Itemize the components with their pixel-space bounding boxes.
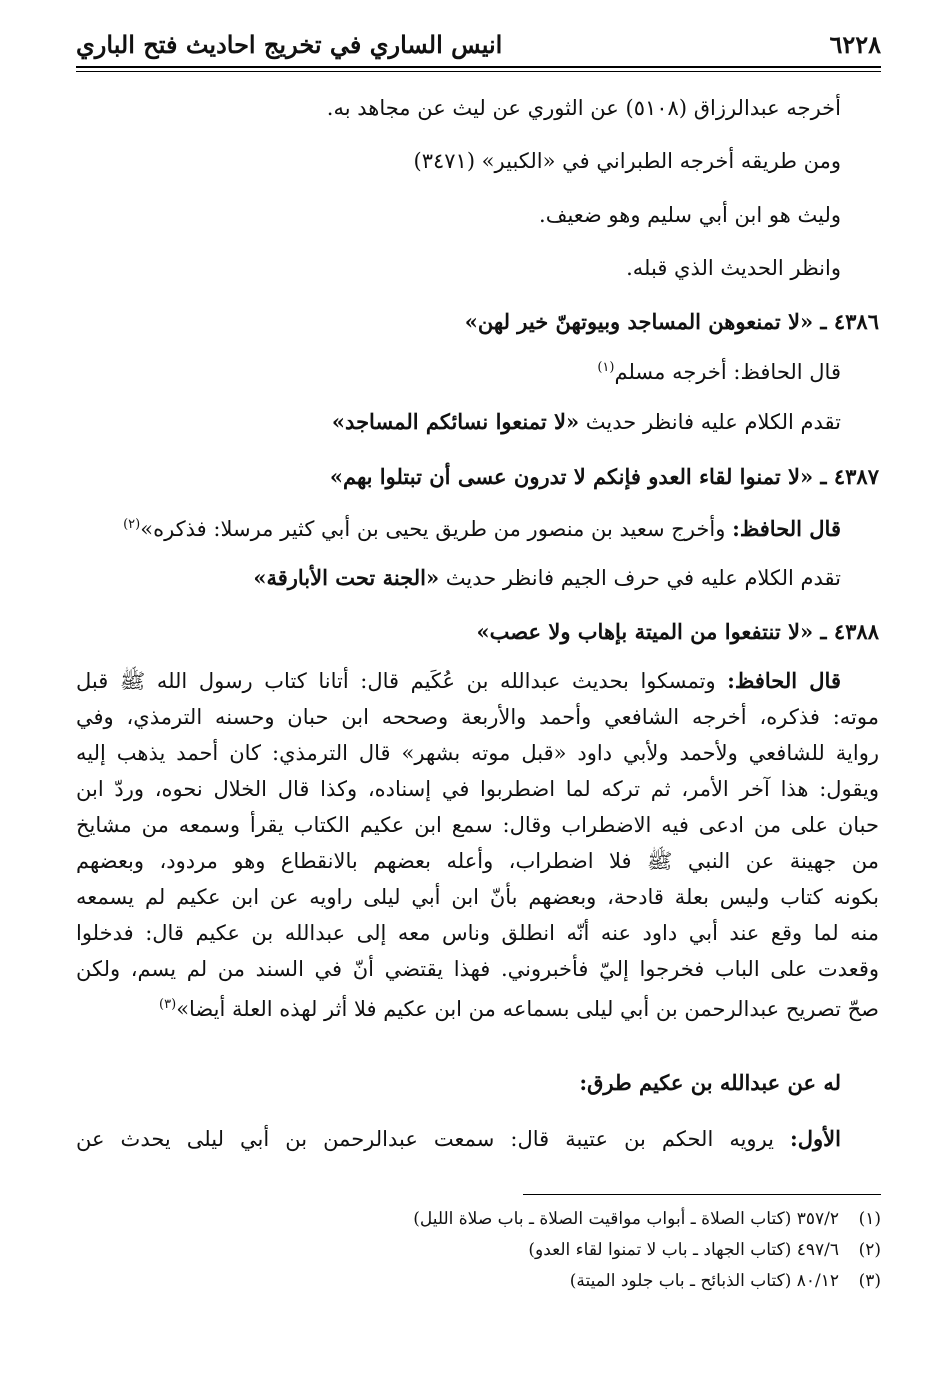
paragraph-line: رواية للشافعي ولأحمد ولأبي داود «قبل موته بشهر» قال الترمذي: كان أحمد يذهب إليه (76, 741, 879, 765)
first-text: يرويه الحكم بن عتيبة قال: سمعت عبدالرحمن بن أبي ليلى يحدث عن (76, 1127, 791, 1151)
footnote-3 (570, 1269, 881, 1293)
text-line (123, 510, 841, 544)
text-line: وليث هو ابن أبي سليم وهو ضعيف. (539, 203, 841, 227)
hadith-heading-4386: ٤٣٨٦ ـ «لا تمنعوهن المساجد وبيوتهنّ خير لهن» (464, 309, 879, 334)
paragraph-line: منه لما وقع عند أبي داود عنه أنّه انطلق وناس معه إلى عبدالله بن عكيم قال: فدخلوا (76, 921, 879, 945)
footnote-rule (523, 1194, 881, 1195)
paragraph-line (159, 990, 879, 1024)
paragraph-last: صحّ تصريح عبدالرحمن بن أبي ليلى بسماعه من ابن عكيم فلا أثر لهذه العلة أيضا» (176, 997, 879, 1021)
sub-heading: له عن عبدالله بن عكيم طرق: (579, 1070, 841, 1095)
paragraph-line: ويقول: هذا آخر الأمر، ثم تركه لما اضطربوا في إسناده، وكذا قال الخلال نحوه، وردّ ابن (76, 777, 879, 801)
footnote-number: (١) (858, 1209, 881, 1229)
hafiz-quote: قال الحافظ: أخرجه مسلم (614, 360, 841, 384)
footnote-ref: (٢) (123, 517, 141, 532)
footnote-1 (413, 1207, 881, 1231)
hafiz-label: قال الحافظ: (727, 668, 841, 693)
cross-ref-text: تقدم الكلام عليه في حرف الجيم فانظر حديث (439, 566, 841, 590)
header-rule-thin (76, 71, 881, 72)
hafiz-quote: وأخرج سعيد بن منصور من طريق يحيى بن أبي كثير مرسلا: فذكره» (140, 517, 733, 541)
footnote-text: ٨٠/١٢ (كتاب الذبائح ـ باب جلود الميتة) (569, 1271, 839, 1291)
paragraph-line: من جهينة عن النبي ﷺ فلا اضطراب، وأعله بعضهم بالانقطاع وهو مردود، وبعضهم (76, 849, 879, 873)
footnote-text: ٤٩٧/٦ (كتاب الجهاد ـ باب لا تمنوا لقاء العدو) (528, 1240, 839, 1260)
cross-ref-hadith: «الجنة تحت الأبارقة» (253, 565, 440, 590)
header-rule (76, 66, 881, 68)
footnote-number: (٢) (858, 1240, 881, 1260)
text-line: وانظر الحديث الذي قبله. (626, 256, 841, 280)
hadith-heading-4388: ٤٣٨٨ ـ «لا تنتفعوا من الميتة بإهاب ولا عصب» (476, 619, 879, 644)
footnote-ref: (١) (597, 360, 615, 375)
footnote-2 (528, 1238, 881, 1262)
hafiz-label: قال الحافظ: (732, 516, 841, 541)
cross-ref-hadith: «لا تمنعوا نسائكم المساجد» (331, 409, 580, 434)
cross-ref-text: تقدم الكلام عليه فانظر حديث (579, 410, 841, 434)
paragraph-line: بكونه كتاب وليس بعلة قادحة، وبعضهم بأنّ ابن أبي ليلى راويه عن ابن عكيم لم يسمعه (76, 885, 879, 909)
page-number: ٦٢٢٨ (829, 30, 881, 59)
paragraph-line (76, 666, 841, 696)
paragraph-line (76, 1124, 841, 1154)
footnote-text: ٣٥٧/٢ (كتاب الصلاة ـ أبواب مواقيت الصلاة ـ باب صلاة الليل) (413, 1209, 839, 1229)
paragraph-line: حبان على من ادعى فيه الاضطراب وقال: سمع ابن عكيم الكتاب يقرأ وسمعه من مشايخ (76, 813, 879, 837)
footnote-ref: (٣) (159, 997, 177, 1012)
text-line (332, 407, 841, 437)
book-title: انيس الساري في تخريج احاديث فتح الباري (76, 30, 503, 59)
hafiz-quote: وتمسكوا بحديث عبدالله بن عُكَيم قال: أتانا كتاب رسول الله ﷺ قبل (76, 669, 728, 693)
text-line (597, 353, 841, 387)
paragraph-line: موته: فذكره، أخرجه الشافعي وأحمد والأربعة وصححه ابن حبان وحسنه الترمذي، وفي (76, 705, 879, 729)
first-label: الأول: (790, 1126, 841, 1151)
text-line (253, 563, 841, 593)
running-header (76, 30, 881, 62)
footnote-number: (٣) (858, 1271, 881, 1291)
text-line: أخرجه عبدالرزاق (٥١٠٨) عن الثوري عن ليث عن مجاهد به. (326, 96, 841, 120)
hadith-heading-4387: ٤٣٨٧ ـ «لا تمنوا لقاء العدو فإنكم لا تدرون عسى أن تبتلوا بهم» (329, 464, 879, 489)
text-line: ومن طريقه أخرجه الطبراني في «الكبير» (٣٤٧١) (413, 149, 841, 173)
paragraph-line: وقعدت على الباب فخرجوا إليّ فأخبروني. فهذا يقتضي أنّ في السند من لم يسم، ولكن (76, 957, 879, 981)
